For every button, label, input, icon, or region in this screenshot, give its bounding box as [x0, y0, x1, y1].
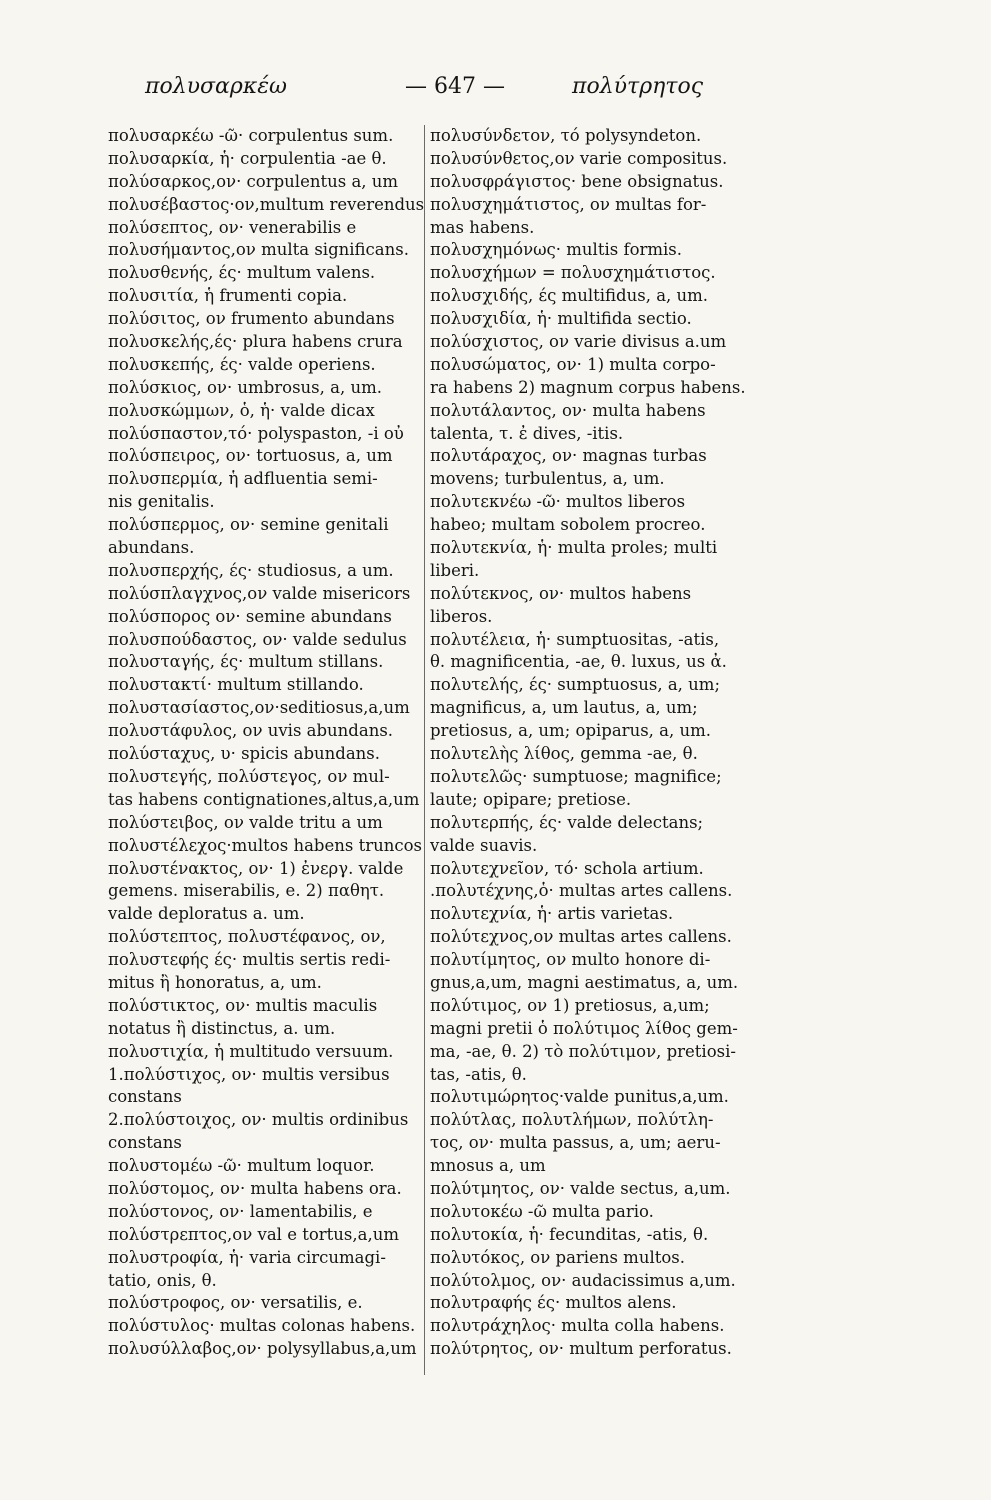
- entry-line: πολυτάραχος, ον· magnas turbas: [430, 446, 707, 466]
- entry-line: πολυτράχηλος· multa colla habens.: [430, 1316, 725, 1336]
- entry-line: πολυσπερμία, ἡ adfluentia semi-: [108, 469, 378, 489]
- entry-line: πολυστασίαστος,ον·seditiosus,a,um: [108, 698, 410, 718]
- entry-line: πολυσήμαντος,ον multa significans.: [108, 240, 409, 260]
- entry-line: πολύσχιστος, ον varie divisus a.um: [430, 332, 727, 352]
- entry-line: πολυστροφία, ἡ· varia circumagi-: [108, 1247, 386, 1267]
- entry-line: πολυστέλεχος·multos habens truncos: [108, 835, 422, 855]
- entry-line: πολύσπερμος, ον· semine genitali: [108, 515, 389, 535]
- entry-line: πολύστρεπτος,ον val e tortus,a,um: [108, 1224, 399, 1244]
- entry-line: πολυσχιδής, ές multifidus, a, um.: [430, 286, 709, 306]
- entry-line: πολυστιχία, ἡ multitudo versuum.: [108, 1041, 394, 1061]
- entry-line: πολύτλας, πολυτλήμων, πολύτλη-: [430, 1110, 714, 1130]
- entry-line: 1.πολύστιχος, ον· multis versibus: [108, 1064, 390, 1084]
- entry-line: magnificus, a, um lautus, a, um;: [430, 698, 698, 718]
- entry-line: πολυτεχνία, ἡ· artis varietas.: [430, 904, 674, 924]
- entry-line: abundans.: [108, 538, 195, 558]
- entry-line: πολυσύνθετος,ον varie compositus.: [430, 148, 728, 168]
- entry-line: πολύσπλαγχνος,ον valde misericors: [108, 583, 411, 603]
- entry-line: πολυσκελής,ές· plura habens crura: [108, 332, 403, 352]
- entry-line: πολύτολμος, ον· audacissimus a,um.: [430, 1270, 736, 1290]
- entry-line: πολυτοκέω -ῶ multa pario.: [430, 1201, 654, 1221]
- entry-line: tas habens contignationes,altus,a,um: [108, 789, 420, 809]
- entry-line: movens; turbulentus, a, um.: [430, 469, 665, 489]
- entry-line: .πολυτέχνης,ὁ· multas artes callens.: [430, 881, 733, 901]
- entry-line: πολυστεγής, πολύστεγος, ον mul-: [108, 766, 390, 786]
- entry-line: laute; opipare; pretiose.: [430, 789, 632, 809]
- entry-line: πολυσύλλαβος,ον· polysyllabus,a,um: [108, 1339, 417, 1359]
- right-column: [430, 125, 820, 1361]
- entry-line: πολύτιμος, ον 1) pretiosus, a,um;: [430, 995, 710, 1015]
- entry-line: tas, -atis, θ.: [430, 1064, 527, 1084]
- entry-line: πολυσχήμων = πολυσχημάτιστος.: [430, 263, 716, 283]
- entry-line: pretiosus, a, um; opiparus, a, um.: [430, 721, 711, 741]
- entry-line: πολυτόκος, ον pariens multos.: [430, 1247, 686, 1267]
- entry-line: πολύτρητος, ον· multum perforatus.: [430, 1339, 732, 1359]
- entry-line: πολυτεκνέω -ῶ· multos liberos: [430, 492, 686, 512]
- page-header: [0, 74, 991, 110]
- entry-line: πολύσπειρος, ον· tortuosus, a, um: [108, 446, 393, 466]
- entry-line: πολυσκεπής, ές· valde operiens.: [108, 354, 376, 374]
- entry-line: constans: [108, 1133, 182, 1153]
- left-column: [108, 125, 423, 1361]
- entry-line: πολύστυλος· multas colonas habens.: [108, 1316, 416, 1336]
- entry-line: πολυσπούδαστος, ον· valde sedulus: [108, 629, 407, 649]
- left-running-headword: πολυσαρκέω: [145, 74, 288, 99]
- entry-line: πολύσιτος, ον frumento abundans: [108, 309, 395, 329]
- entry-line: πολυστεφής ές· multis sertis redi-: [108, 950, 391, 970]
- entry-line: πολυτεχνεῖον, τό· schola artium.: [430, 858, 704, 878]
- entry-line: πολυτελῶς· sumptuose; magnifice;: [430, 766, 722, 786]
- entry-line: πολυσώματος, ον· 1) multa corpo-: [430, 354, 716, 374]
- entry-line: πολύστειβος, ον valde tritu a um: [108, 812, 383, 832]
- entry-line: notatus ἢ distinctus, a. um.: [108, 1018, 336, 1038]
- entry-line: πολύσκιος, ον· umbrosus, a, um.: [108, 377, 382, 397]
- entry-line: πολυτραφής ές· multos alens.: [430, 1293, 677, 1313]
- entry-line: θ. magnificentia, -ae, θ. luxus, us ἀ.: [430, 652, 727, 672]
- entry-line: talenta, τ. ἐ dives, -itis.: [430, 423, 624, 443]
- entry-line: gemens. miserabilis, e. 2) παθητ.: [108, 881, 385, 901]
- entry-line: πολυτίμητος, ον multo honore di-: [430, 950, 711, 970]
- entry-line: πολυτερπής, ές· valde delectans;: [430, 812, 704, 832]
- entry-line: πολύστικτος, ον· multis maculis: [108, 995, 378, 1015]
- entry-line: liberi.: [430, 560, 480, 580]
- entry-line: valde suavis.: [430, 835, 538, 855]
- entry-line: πολύτεχνος,ον multas artes callens.: [430, 927, 732, 947]
- entry-line: tatio, onis, θ.: [108, 1270, 217, 1290]
- entry-line: πολυτεκνία, ἡ· multa proles; multi: [430, 538, 718, 558]
- entry-line: magni pretii ὁ πολύτιμος λίθος gem-: [430, 1018, 738, 1038]
- entry-line: πολυσφράγιστος· bene obsignatus.: [430, 171, 724, 191]
- entry-line: πολυστένακτος, ον· 1) ἐνεργ. valde: [108, 858, 404, 878]
- entry-line: τος, ον· multa passus, a, um; aeru-: [430, 1133, 721, 1153]
- entry-line: πολύσταχυς, υ· spicis abundans.: [108, 744, 381, 764]
- entry-line: ra habens 2) magnum corpus habens.: [430, 377, 746, 397]
- entry-line: nis genitalis.: [108, 492, 215, 512]
- entry-line: πολύσεπτος, ον· venerabilis e: [108, 217, 357, 237]
- entry-line: mnosus a, um: [430, 1156, 546, 1176]
- entry-line: πολύστονος, ον· lamentabilis, e: [108, 1201, 373, 1221]
- entry-line: πολύτεκνος, ον· multos habens: [430, 583, 692, 603]
- entry-line: ma, -ae, θ. 2) τὸ πολύτιμον, pretiosi-: [430, 1041, 736, 1061]
- column-divider: [424, 125, 425, 1375]
- page-number: — 647 —: [405, 74, 505, 99]
- entry-line: πολυσύνδετον, τό polysyndeton.: [430, 126, 702, 145]
- entry-line: πολυτελής, ές· sumptuosus, a, um;: [430, 675, 720, 695]
- entry-line: πολύσαρκος,ον· corpulentus a, um: [108, 171, 399, 191]
- entry-line: valde deploratus a. um.: [108, 904, 305, 924]
- entry-line: πολυσχημόνως· multis formis.: [430, 240, 683, 260]
- entry-line: πολύστροφος, ον· versatilis, e.: [108, 1293, 363, 1313]
- entry-line: πολύστεπτος, πολυστέφανος, ον,: [108, 927, 386, 947]
- entry-line: πολύσπαστον,τό· polyspaston, -i οὐ: [108, 423, 404, 443]
- entry-line: πολυσθενής, ές· multum valens.: [108, 263, 376, 283]
- entry-line: πολυτιμώρητος·valde punitus,a,um.: [430, 1087, 729, 1107]
- entry-line: πολυτάλαντος, ον· multa habens: [430, 400, 706, 420]
- right-running-headword: πολύτρητος: [572, 74, 704, 99]
- entry-line: πολυστομέω -ῶ· multum loquor.: [108, 1156, 375, 1176]
- entry-line: 2.πολύστοιχος, ον· multis ordinibus: [108, 1110, 409, 1130]
- entry-line: πολυστάφυλος, ον uvis abundans.: [108, 721, 394, 741]
- entry-line: πολυτέλεια, ἡ· sumptuositas, -atis,: [430, 629, 720, 649]
- entry-line: mitus ἢ honoratus, a, um.: [108, 972, 322, 992]
- entry-line: πολυσαρκία, ἡ· corpulentia -ae θ.: [108, 148, 387, 168]
- entry-line: constans: [108, 1087, 182, 1107]
- entry-line: πολυσχιδία, ἡ· multifida sectio.: [430, 309, 692, 329]
- entry-line: πολυσαρκέω -ῶ· corpulentus sum.: [108, 126, 394, 145]
- entry-line: πολυσιτία, ἡ frumenti copia.: [108, 286, 348, 306]
- entry-line: πολυσταγής, ές· multum stillans.: [108, 652, 384, 672]
- entry-line: πολυτοκία, ἡ· fecunditas, -atis, θ.: [430, 1224, 709, 1244]
- entry-line: πολυσκώμμων, ὁ, ἡ· valde dicax: [108, 400, 375, 420]
- entry-line: πολύσπορος ον· semine abundans: [108, 606, 392, 626]
- entry-line: πολυσπερχής, ές· studiosus, a um.: [108, 560, 394, 580]
- entry-line: πολυτελὴς λίθος, gemma -ae, θ.: [430, 744, 698, 764]
- entry-line: πολυστακτί· multum stillando.: [108, 675, 364, 695]
- entry-line: πολύστομος, ον· multa habens ora.: [108, 1178, 402, 1198]
- entry-line: πολυσχημάτιστος, ον multas for-: [430, 194, 707, 214]
- entry-line: habeo; multam sobolem procreo.: [430, 515, 706, 535]
- entry-line: πολύτμητος, ον· valde sectus, a,um.: [430, 1178, 731, 1198]
- entry-line: gnus,a,um, magni aestimatus, a, um.: [430, 972, 739, 992]
- entry-line: mas habens.: [430, 217, 535, 237]
- entry-line: liberos.: [430, 606, 493, 626]
- entry-line: πολυσέβαστος·ον,multum reverendus: [108, 194, 425, 214]
